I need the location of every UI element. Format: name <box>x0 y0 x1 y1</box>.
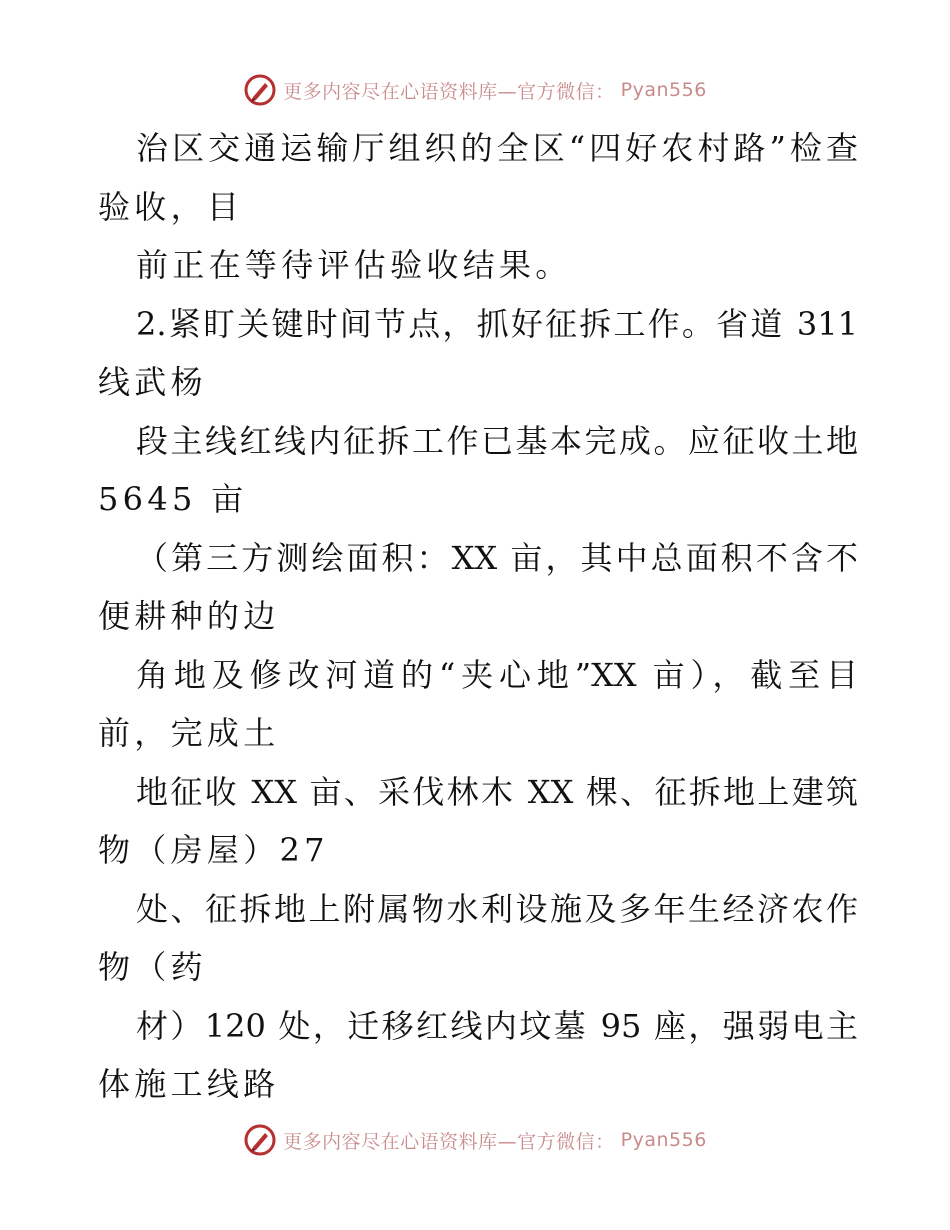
pen-logo-icon <box>243 1123 277 1157</box>
text-line: 线武杨 <box>98 363 207 401</box>
document-body <box>98 119 858 1114</box>
text-line: 地征收 XX 亩、采伐林木 XX 棵、征拆地上建筑 <box>136 772 858 811</box>
footer-watermark <box>0 1120 950 1160</box>
text-line: （第三方测绘面积：XX 亩，其中总面积不含不 <box>136 538 858 577</box>
text-line: 角地及修改河道的“夹心地”XX 亩），截至目 <box>136 655 858 694</box>
text-line: 验收，目 <box>98 187 244 226</box>
text-line: 便耕种的边 <box>98 597 280 635</box>
text-line: 2.紧盯关键时间节点，抓好征拆工作。省道 311 <box>136 304 858 343</box>
text-line: 5645 亩 <box>98 480 248 518</box>
text-line: 前，完成土 <box>98 714 280 752</box>
text-line: 体施工线路 <box>98 1065 280 1103</box>
text-line: 前正在等待评估验收结果。 <box>136 246 572 284</box>
text-line: 治区交通运输厅组织的全区“四好农村路”检查 <box>136 129 858 167</box>
text-line: 物（房屋）27 <box>98 831 329 869</box>
text-line: 物（药 <box>98 948 207 986</box>
watermark-id: Pyan556 <box>620 79 707 101</box>
watermark-text: 更多内容尽在心语资料库—官方微信： <box>283 1130 615 1153</box>
text-line: 段主线红线内征拆工作已基本完成。应征收土地 <box>136 421 858 460</box>
text-line: 材）120 处，迁移红线内坟墓 95 座，强弱电主 <box>136 1006 858 1045</box>
watermark-text: 更多内容尽在心语资料库—官方微信： <box>283 80 615 103</box>
text-line: 处、征拆地上附属物水利设施及多年生经济农作 <box>136 889 858 928</box>
watermark-id: Pyan556 <box>620 1129 707 1151</box>
pen-logo-icon <box>243 73 277 107</box>
header-watermark <box>0 70 950 110</box>
